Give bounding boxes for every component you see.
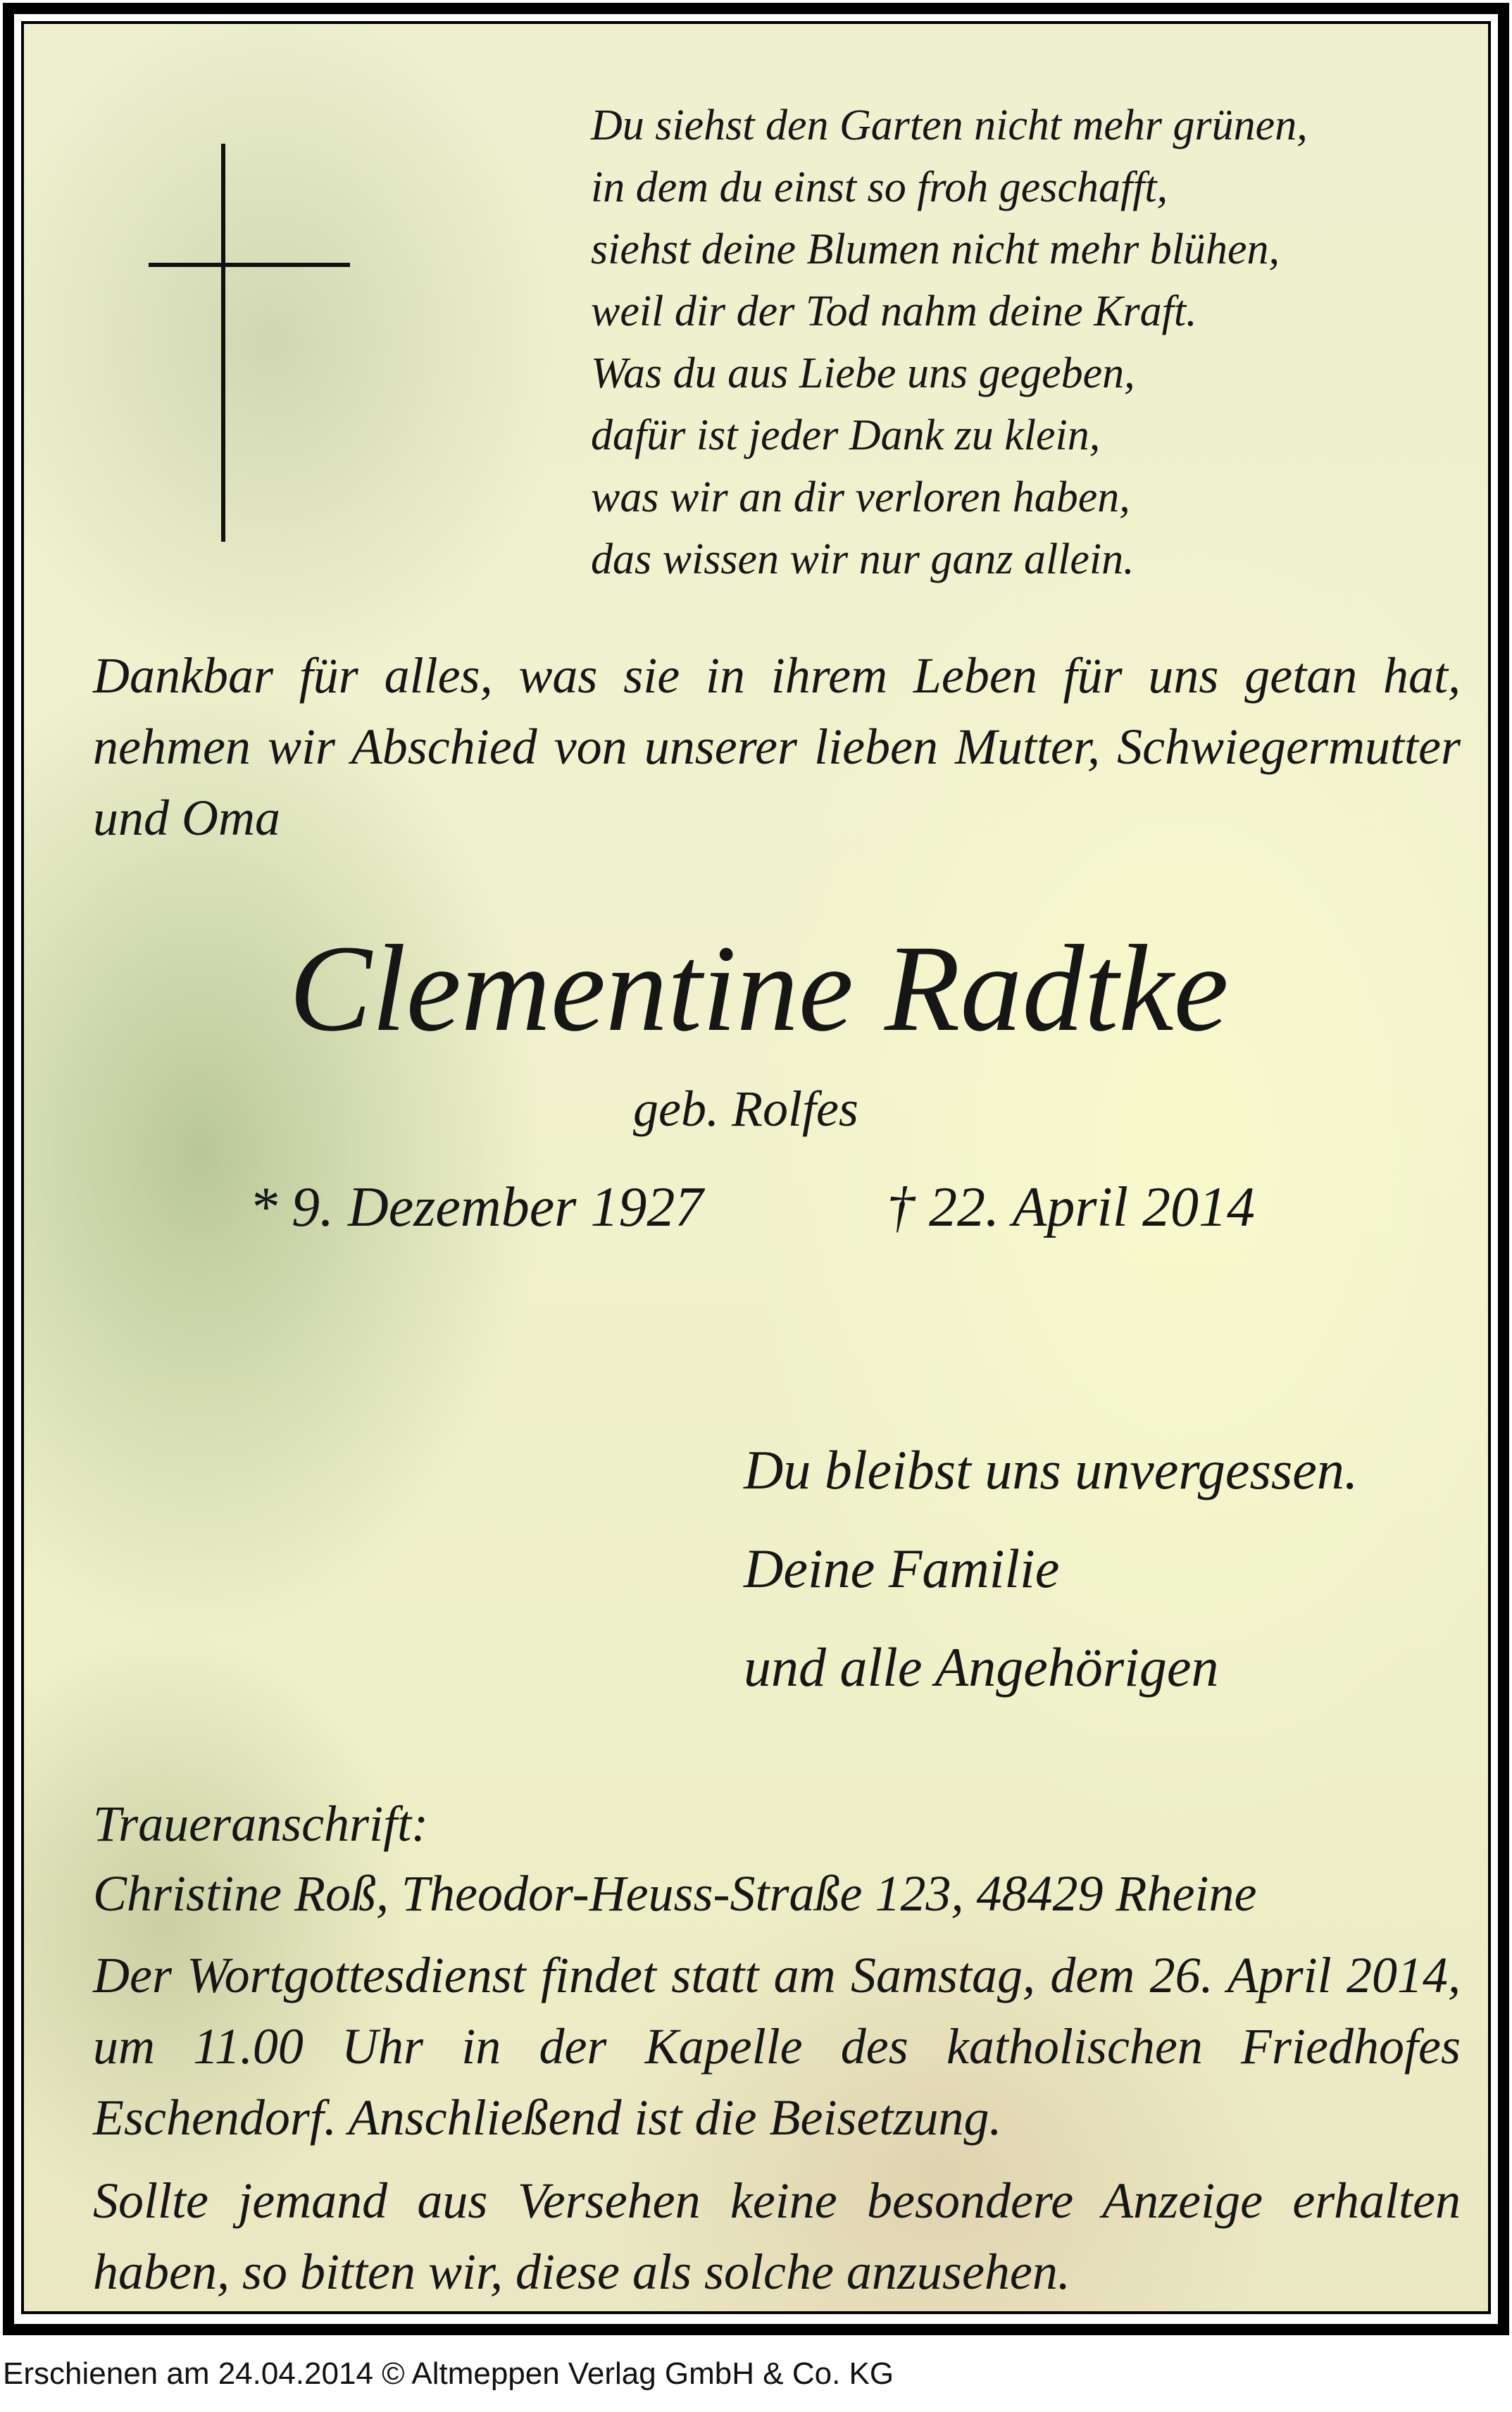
service-announcement: Der Wortgottesdienst findet statt am Samstag, dem 26. April 2014, um 11.00 Uhr in der Kapelle des katholischen Friedhofes Eschendorf. Anschließend ist die Beisetzung. bbox=[93, 1947, 1461, 2146]
publication-footer: Erschienen am 24.04.2014 © Altmeppen Verlag GmbH & Co. KG bbox=[3, 2356, 894, 2391]
poem-line: siehst deine Blumen nicht mehr blühen, bbox=[591, 225, 1280, 273]
closing-line-relatives: und alle Angehörigen bbox=[744, 1636, 1219, 1698]
intro-text: Dankbar für alles, was sie in ihrem Leben für uns getan hat, nehmen wir Abschied von unserer lieben Mutter, Schwiegermutter und Oma bbox=[93, 647, 1461, 846]
notice-text: Sollte jemand aus Versehen keine besondere Anzeige erhalten haben, so bitten wir, diese als solche anzusehen. bbox=[93, 2172, 1461, 2300]
poem-line: das wissen wir nur ganz allein. bbox=[591, 535, 1135, 583]
poem-line: in dem du einst so froh geschafft, bbox=[591, 163, 1168, 211]
maiden-name: geb. Rolfes bbox=[633, 1081, 858, 1137]
poem-line: was wir an dir verloren haben, bbox=[591, 473, 1130, 521]
closing-line-family: Deine Familie bbox=[744, 1538, 1060, 1599]
deceased-name: Clementine Radtke bbox=[289, 920, 1229, 1057]
poem bbox=[591, 94, 1308, 590]
poem-line: weil dir der Tod nahm deine Kraft. bbox=[591, 287, 1197, 335]
poem-line: Du siehst den Garten nicht mehr grünen, bbox=[591, 101, 1308, 149]
poem-line: dafür ist jeder Dank zu klein, bbox=[591, 411, 1101, 459]
mourning-address-label: Traueranschrift: bbox=[93, 1796, 429, 1852]
poem-line: Was du aus Liebe uns gegeben, bbox=[591, 349, 1135, 397]
death-date: † 22. April 2014 bbox=[887, 1176, 1256, 1238]
mourning-address: Christine Roß, Theodor-Heuss-Straße 123, 48429 Rheine bbox=[93, 1865, 1257, 1922]
closing-line-remembrance: Du bleibst uns unvergessen. bbox=[744, 1439, 1358, 1500]
obituary-card bbox=[21, 21, 1491, 2314]
birth-date: * 9. Dezember 1927 bbox=[249, 1176, 704, 1238]
